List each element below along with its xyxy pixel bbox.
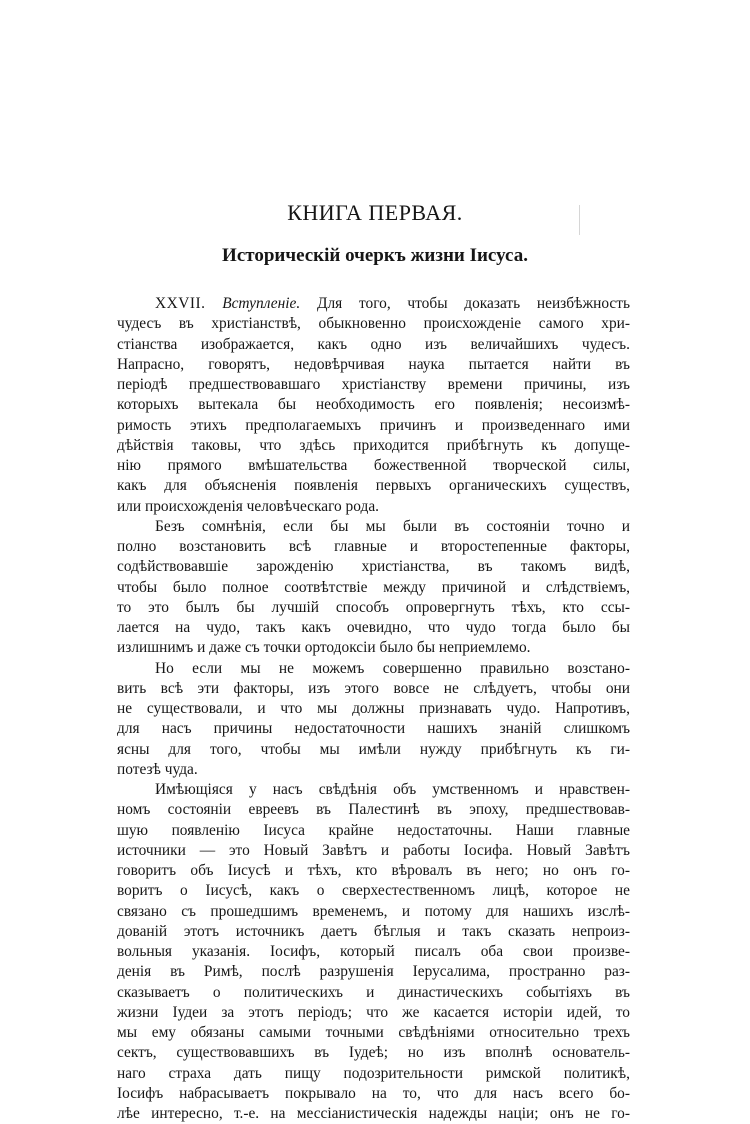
body-text	[117, 294, 630, 1124]
book-title: КНИГА ПЕРВАЯ.	[287, 200, 463, 225]
text-line	[117, 294, 630, 314]
text-line: лается на чудо, такъ какъ очевидно, что чудо тогда было бы	[117, 619, 630, 636]
text-line: Безъ сомнѣнія, если бы мы были въ состояніи точно и	[155, 517, 630, 535]
text-line: какъ для объясненія появленія первыхъ органическихъ существъ,	[117, 477, 630, 495]
text-line: наго страха дать пищу подозрительности римской политикѣ,	[117, 1064, 630, 1082]
text-line: сектъ, существовавшихъ въ Іудеѣ; но изъ вполнѣ основатель-	[117, 1044, 630, 1062]
text-line: денія въ Римѣ, послѣ разрушенія Іерусалима, пространно раз-	[117, 963, 630, 981]
text-line: вольныя указанія. Іосифъ, который писалъ оба свои произве-	[117, 943, 630, 960]
text-line: или происхожденія человѣческаго рода.	[117, 497, 380, 515]
text-line: номъ состояніи евреевъ въ Палестинѣ въ эпоху, предшествовав-	[117, 801, 630, 819]
text-line: лѣе интересно, т.-е. на мессіанистическія надежды націи; онъ не го-	[117, 1105, 630, 1122]
text-line: ясны для того, чтобы мы имѣли нужду прибѣгнуть къ ги-	[117, 740, 630, 758]
text-line: излишнимъ и даже съ точки ортодоксіи было бы неприемлемо.	[117, 639, 531, 657]
text-line: Іосифъ набрасываетъ покрывало на то, что для насъ всего бо-	[117, 1084, 630, 1102]
text-line: содѣйствовавшіе зарожденію христіанства, въ такомъ видѣ,	[117, 558, 630, 576]
text-line: Но если мы не можемъ совершенно правильно возстано-	[155, 659, 630, 677]
text-line: жизни Іудеи за этотъ періодъ; что же касается исторіи идей, то	[117, 1003, 630, 1021]
text-line: воритъ о Іисусѣ, какъ о сверхестественномъ лицѣ, которое не	[117, 882, 630, 900]
text-line: источники — это Новый Завѣтъ и работы Іосифа. Новый Завѣтъ	[117, 841, 630, 859]
text-line: не существовали, и что мы должны признавать чудо. Напротивъ,	[117, 700, 630, 717]
text-line: періодѣ предшествовавшаго христіанству времени причины, изъ	[117, 376, 630, 393]
text-line: сказываетъ о политическихъ и династическихъ событіяхъ въ	[117, 983, 630, 1001]
text-line: то это былъ бы лучшій способъ опровергнуть тѣхъ, кто ссы-	[117, 598, 630, 616]
text-line: нію прямого вмѣшательства божественной творческой силы,	[117, 457, 630, 474]
text-line: дованій этотъ источникъ даетъ бѣглыя и такъ сказать непроиз-	[117, 922, 630, 940]
text-line: мы ему обязаны самыми точными свѣдѣніями относительно трехъ	[117, 1024, 630, 1041]
text-line: Напрасно, говорятъ, недовѣрчивая наука пытается найти въ	[117, 355, 630, 373]
text-line: чудесъ въ христіанствѣ, обыкновенно происхожденіе самого хри-	[117, 315, 630, 333]
section-number: XXVII.	[155, 295, 206, 312]
text-line: говоритъ объ Іисусѣ и тѣхъ, кто вѣровалъ въ него; но онъ го-	[117, 862, 630, 879]
text-line: которыхъ вытекала бы необходимость его появленія; несоизмѣ-	[117, 396, 630, 414]
text-line: чтобы было полное соотвѣтствіе между причиной и слѣдствіемъ,	[117, 578, 630, 596]
text-line-content: Для того, чтобы доказать неизбѣжность	[316, 295, 630, 312]
text-line: шую появленію Іисуса крайне недостаточны. Наши главные	[117, 821, 630, 839]
text-line: стіанства изображается, какъ одно изъ величайшихъ чудесъ.	[117, 335, 630, 353]
chapter-title: Историческій очеркъ жизни Іисуса.	[222, 245, 528, 266]
text-line: вить всѣ эти факторы, изъ этого вовсе не слѣдуетъ, чтобы они	[117, 679, 630, 697]
text-line: потезѣ чуда.	[117, 760, 198, 778]
text-line: Имѣющіяся у насъ свѣдѣнія объ умственномъ и нравствен-	[155, 781, 630, 798]
text-line: полно возстановить всѣ главные и второстепенные факторы,	[117, 538, 630, 555]
text-line: дѣйствія таковы, что здѣсь приходится прибѣгнуть къ допуще-	[117, 436, 630, 454]
section-title: Вступленіе.	[222, 295, 301, 312]
text-line: связано съ прошедшимъ временемъ, и потому для нашихъ изслѣ-	[117, 902, 630, 920]
text-line: для насъ причины недостаточности нашихъ знаній слишкомъ	[117, 720, 630, 738]
text-line: римость этихъ предполагаемыхъ причинъ и произведеннаго ими	[117, 416, 630, 434]
